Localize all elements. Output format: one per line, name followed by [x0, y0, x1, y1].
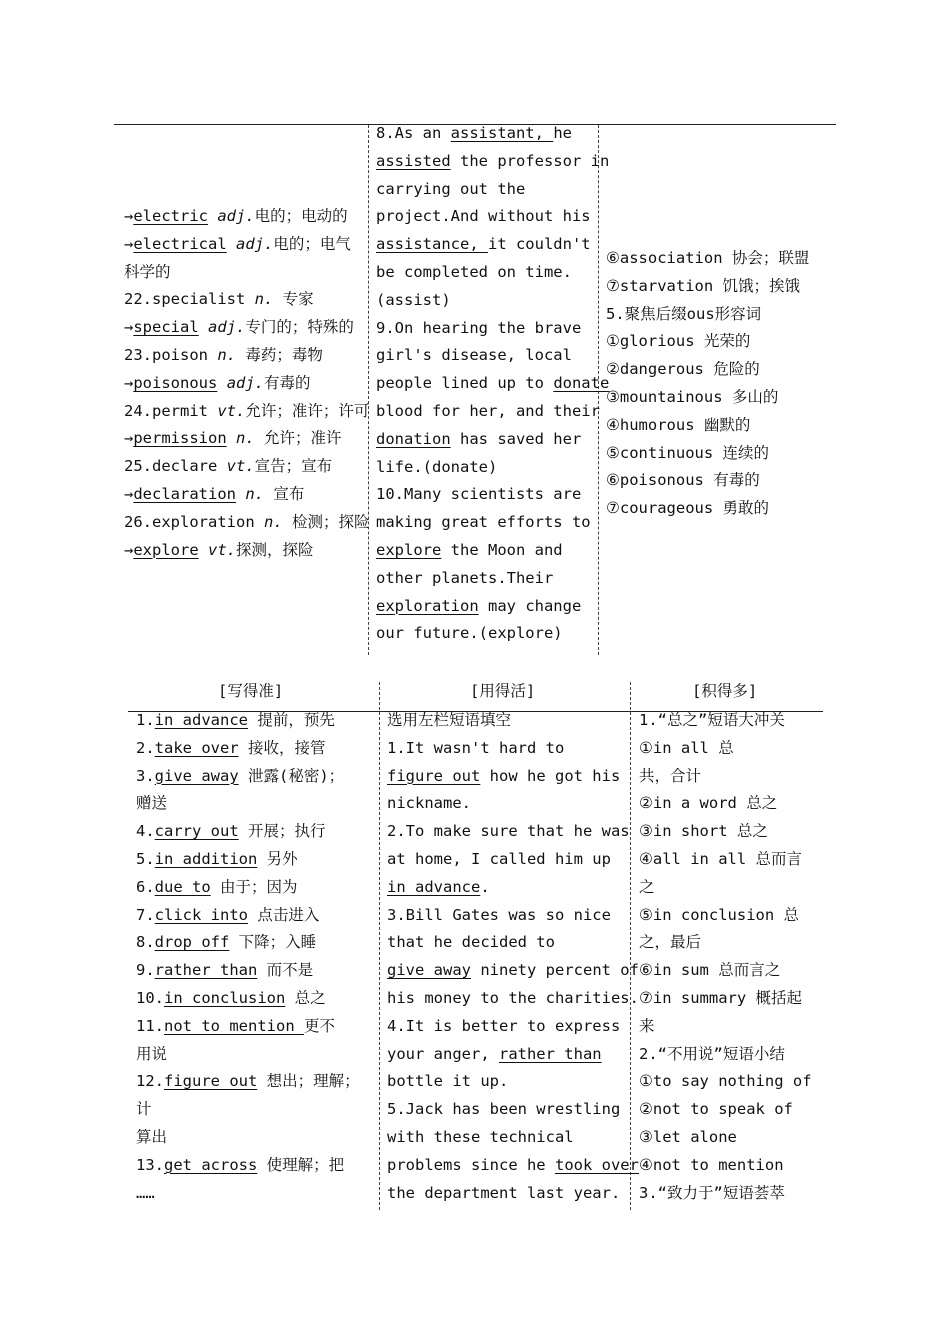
text-line	[606, 495, 769, 523]
answer-blank: give away	[387, 961, 471, 980]
text-segment: 2.To make sure that he was	[387, 822, 630, 841]
text-line	[124, 342, 323, 370]
text-line	[124, 398, 369, 426]
text-segment: 12.	[136, 1072, 164, 1091]
text-line	[606, 273, 800, 301]
text-line	[136, 1124, 167, 1152]
text-line	[387, 1041, 602, 1069]
text-segment: 共，合计	[639, 766, 702, 785]
text-segment: 赠送	[136, 794, 168, 813]
text-line	[124, 425, 342, 453]
text-line	[136, 707, 335, 735]
text-segment: bottle it up.	[387, 1072, 509, 1091]
answer-blank: figure out	[387, 766, 481, 785]
text-segment: 另外	[257, 850, 298, 868]
answer-blank: in addition	[154, 850, 258, 868]
text-segment: 9.	[136, 961, 155, 980]
text-segment: 允许；准许	[254, 429, 342, 448]
text-line	[136, 763, 344, 791]
text-segment: ④all in all 总而言	[639, 850, 803, 868]
text-segment: 23.poison	[124, 346, 218, 364]
text-segment: 2.“不用说”短语小结	[639, 1044, 785, 1063]
answer-blank: due to	[154, 877, 211, 896]
text-segment: it couldn't	[487, 235, 591, 254]
text-segment: 更不	[303, 1016, 335, 1035]
text-segment: 总之	[285, 989, 326, 1007]
text-segment: people lined up to	[376, 374, 554, 393]
text-line	[124, 231, 351, 259]
text-segment: 10.	[136, 989, 164, 1007]
part-of-speech: vt.	[226, 457, 255, 476]
answer-blank: give away	[154, 766, 239, 785]
text-line	[387, 1013, 620, 1041]
text-segment: 5.Jack has been wrestling	[387, 1100, 621, 1119]
text-segment: ①glorious 光荣的	[606, 332, 751, 351]
text-segment: →	[124, 540, 134, 559]
text-segment: 而不是	[257, 961, 314, 980]
text-segment: ⑤continuous 连续的	[606, 443, 770, 462]
text-segment: 计	[136, 1100, 152, 1119]
upper-divider-1	[368, 125, 369, 655]
text-segment: ③let alone	[639, 1128, 737, 1146]
text-line	[124, 509, 370, 537]
text-segment: ⑦courageous 勇敢的	[606, 499, 770, 518]
answer-blank: take over	[154, 738, 239, 757]
text-segment: 有毒的	[264, 373, 311, 392]
text-segment	[208, 207, 217, 225]
part-of-speech: vt.	[208, 540, 237, 559]
text-segment: 1.“总之”短语大冲关	[639, 711, 785, 729]
text-segment: 4.	[136, 822, 155, 841]
answer-blank: not to mention	[164, 1016, 304, 1035]
answer-blank: click into	[154, 905, 248, 924]
text-segment: may change	[478, 596, 582, 615]
text-segment: 2.	[136, 738, 155, 757]
answer-blank: donate	[553, 374, 610, 393]
text-line	[387, 929, 555, 957]
text-segment: 22.specialist	[124, 290, 255, 309]
text-segment: 8.	[136, 933, 155, 952]
text-segment: ⑦in summary 概括起	[639, 989, 803, 1007]
answer-blank: electrical	[133, 234, 227, 253]
text-line	[136, 985, 326, 1013]
text-line	[136, 902, 319, 930]
text-line	[376, 315, 581, 343]
text-line	[124, 203, 348, 231]
text-segment: 电的；电动的	[254, 207, 348, 225]
text-line	[639, 1068, 812, 1096]
text-segment: with these technical	[387, 1128, 574, 1146]
text-segment: nickname.	[387, 794, 471, 813]
text-segment: the professor in	[450, 151, 610, 170]
text-line	[136, 818, 326, 846]
text-line	[136, 874, 298, 902]
text-segment: (assist)	[376, 290, 451, 309]
part-of-speech: n.	[263, 512, 283, 531]
text-segment: ②not to speak of	[639, 1100, 793, 1119]
text-segment: 泄露(秘密)；	[238, 766, 345, 785]
text-segment: →	[124, 485, 134, 503]
text-line	[387, 1124, 574, 1152]
text-segment: 11.	[136, 1016, 164, 1035]
text-segment: 8.As an	[376, 124, 451, 142]
part-of-speech: n.	[217, 346, 236, 364]
text-segment: 使理解；把	[257, 1155, 345, 1174]
text-line	[639, 985, 802, 1013]
text-segment: 科学的	[124, 262, 171, 281]
text-segment: ②in a word 总之	[639, 794, 778, 813]
part-of-speech: adj.	[208, 318, 246, 337]
text-segment: →	[124, 318, 134, 337]
text-segment: 3.“致力于”短语荟萃	[639, 1183, 785, 1202]
text-line	[639, 763, 701, 791]
answer-blank: special	[133, 318, 199, 337]
text-segment: at home, I called him up	[387, 850, 611, 868]
text-line	[376, 231, 591, 259]
text-segment: problems since he	[387, 1155, 555, 1174]
part-of-speech: n.	[236, 429, 255, 448]
text-line	[639, 957, 780, 985]
text-segment: our future.(explore)	[376, 624, 563, 643]
text-segment: how he got his	[480, 766, 621, 785]
answer-blank: figure out	[164, 1072, 258, 1091]
text-line	[639, 818, 768, 846]
text-line	[136, 929, 316, 957]
text-segment	[199, 318, 208, 336]
text-line	[387, 818, 630, 846]
text-segment: life.(donate)	[376, 457, 498, 476]
text-segment	[199, 541, 208, 559]
header-use-flexibly: [用得活]	[470, 682, 536, 700]
text-line	[387, 790, 471, 818]
text-line	[376, 509, 591, 537]
text-line	[639, 707, 785, 735]
text-line	[136, 1013, 335, 1041]
text-segment: 电的；电气	[273, 234, 351, 253]
text-segment: 下降；入睡	[229, 933, 317, 952]
text-segment: ②dangerous 危险的	[606, 360, 760, 379]
text-line	[387, 707, 511, 735]
text-line	[124, 481, 304, 509]
text-segment: 7.	[136, 905, 155, 924]
text-segment: 26.exploration	[124, 512, 264, 531]
answer-blank: explore	[133, 540, 199, 559]
text-line	[606, 301, 761, 329]
text-line	[387, 1152, 639, 1180]
text-segment: 接收，接管	[238, 738, 326, 757]
text-segment: →	[124, 373, 134, 392]
text-line	[387, 1096, 620, 1124]
text-line	[639, 1124, 737, 1152]
answer-blank: declaration	[133, 485, 236, 503]
text-segment: 探测，探险	[236, 540, 314, 559]
text-segment: ①in all 总	[639, 738, 734, 757]
text-segment: 1.It wasn't hard to	[387, 738, 565, 757]
text-segment: the Moon and	[441, 541, 563, 559]
header-accumulate-more: [积得多]	[692, 682, 758, 700]
part-of-speech: n.	[245, 485, 265, 503]
text-line	[639, 902, 799, 930]
text-segment: 1.	[136, 711, 155, 729]
text-segment: 点击进入	[248, 905, 320, 924]
text-line	[376, 370, 609, 398]
lower-divider-1	[379, 682, 380, 1210]
answer-blank: explore	[376, 541, 442, 559]
text-segment: ⑤in conclusion 总	[639, 905, 800, 924]
text-segment: ④humorous 幽默的	[606, 415, 751, 434]
text-line	[376, 203, 591, 231]
text-line	[136, 1096, 152, 1124]
text-segment: .	[480, 877, 490, 896]
text-line	[639, 790, 777, 818]
answer-blank: carry out	[154, 822, 239, 841]
text-segment: 来	[639, 1016, 655, 1035]
text-segment: ⑥poisonous 有毒的	[606, 471, 760, 490]
answer-blank: assistant,	[450, 124, 554, 142]
text-line	[124, 453, 332, 481]
text-segment: ⑥association 协会；联盟	[606, 249, 810, 267]
text-segment: 5.聚焦后缀ous形容词	[606, 304, 762, 323]
text-line	[387, 902, 611, 930]
text-segment: ninety percent of	[471, 961, 639, 980]
lower-divider-2	[630, 682, 631, 1210]
text-segment: 允许；准许；许可	[245, 401, 370, 420]
text-line	[376, 537, 563, 565]
text-line	[376, 287, 451, 315]
text-segment: girl's disease, local	[376, 346, 572, 365]
text-line	[376, 565, 553, 593]
text-line	[136, 735, 326, 763]
text-line	[376, 120, 572, 148]
text-line	[124, 370, 311, 398]
text-segment: has saved her	[450, 429, 582, 448]
text-segment: carrying out the	[376, 179, 526, 198]
text-segment: 4.It is better to express	[387, 1016, 621, 1035]
text-segment: 6.	[136, 877, 155, 896]
text-line	[376, 620, 563, 648]
text-line	[376, 259, 572, 287]
text-line	[606, 356, 760, 384]
text-segment: 专门的；特殊的	[245, 318, 354, 337]
text-line	[376, 481, 581, 509]
text-segment: the department last year.	[387, 1183, 621, 1202]
text-segment: →	[124, 429, 134, 448]
text-segment	[236, 485, 245, 503]
text-line	[376, 148, 609, 176]
answer-blank: permission	[133, 429, 227, 448]
text-segment: 用说	[136, 1044, 168, 1063]
text-line	[376, 426, 581, 454]
text-segment: 宣布	[264, 485, 305, 503]
text-segment	[227, 235, 236, 253]
text-segment: ③in short 总之	[639, 822, 768, 841]
answer-blank: donation	[376, 429, 451, 448]
text-segment: 9.On hearing the brave	[376, 318, 582, 337]
text-segment: →	[124, 207, 134, 225]
text-segment: project.And without his	[376, 207, 591, 226]
text-segment: your anger,	[387, 1044, 499, 1063]
text-segment: ……	[136, 1183, 155, 1202]
text-segment: ⑥in sum 总而言之	[639, 961, 781, 980]
answer-blank: electric	[133, 207, 208, 225]
text-segment: 3.	[136, 766, 155, 785]
text-line	[606, 440, 769, 468]
text-line	[376, 342, 572, 370]
text-line	[606, 412, 750, 440]
header-write-accurately: [写得准]	[218, 682, 284, 700]
text-line	[639, 1180, 785, 1208]
text-line	[606, 467, 760, 495]
text-line	[387, 985, 639, 1013]
answer-blank: assistance,	[376, 235, 488, 254]
text-line	[606, 328, 750, 356]
text-line	[387, 846, 611, 874]
text-line	[606, 245, 809, 273]
text-segment: 想出；理解；	[257, 1072, 360, 1091]
text-segment: 3.Bill Gates was so nice	[387, 905, 611, 924]
text-line	[136, 957, 313, 985]
text-segment: ③mountainous 多山的	[606, 388, 779, 406]
text-line	[136, 790, 167, 818]
text-segment: 毒药；毒物	[236, 346, 323, 364]
text-line	[387, 957, 639, 985]
text-line	[124, 537, 314, 565]
text-segment: 之，最后	[639, 933, 702, 952]
text-segment	[227, 429, 236, 447]
text-segment: his money to the charities.	[387, 989, 639, 1007]
text-segment: 算出	[136, 1128, 168, 1146]
text-line	[639, 929, 701, 957]
part-of-speech: adj.	[226, 373, 265, 392]
text-segment	[217, 374, 226, 392]
text-segment: 5.	[136, 850, 155, 868]
text-line	[387, 735, 564, 763]
text-line	[376, 593, 581, 621]
text-line	[124, 286, 314, 314]
part-of-speech: n.	[254, 290, 274, 309]
text-segment: be completed on time.	[376, 263, 572, 281]
text-segment: 由于；因为	[210, 877, 298, 896]
answer-blank: in advance	[154, 711, 248, 729]
answer-blank: drop off	[154, 933, 230, 952]
text-line	[136, 1180, 155, 1208]
text-line	[136, 1068, 360, 1096]
text-line	[136, 1041, 167, 1069]
text-line	[639, 735, 734, 763]
answer-blank: rather than	[154, 961, 258, 980]
answer-blank: in advance	[387, 877, 481, 896]
text-line	[136, 846, 298, 874]
text-segment: 选用左栏短语填空	[387, 711, 512, 729]
part-of-speech: vt.	[217, 401, 246, 420]
text-line	[376, 176, 525, 204]
text-line	[639, 1041, 785, 1069]
text-segment: making great efforts to	[376, 513, 591, 532]
text-line	[387, 1068, 508, 1096]
answer-blank: assisted	[376, 151, 451, 170]
text-segment: 13.	[136, 1155, 164, 1174]
text-line	[639, 1096, 793, 1124]
text-segment: 开展；执行	[238, 822, 326, 841]
text-segment: ④not to mention	[639, 1155, 784, 1174]
text-segment: blood for her, and their	[376, 402, 600, 420]
text-line	[606, 384, 778, 412]
text-line	[387, 763, 620, 791]
text-segment: ①to say nothing of	[639, 1072, 812, 1091]
part-of-speech: adj.	[236, 234, 274, 253]
text-segment: 专家	[273, 290, 314, 309]
answer-blank: took over	[554, 1155, 639, 1174]
answer-blank: poisonous	[133, 373, 218, 392]
text-line	[639, 1152, 784, 1180]
text-line	[639, 846, 802, 874]
text-segment: 提前，预先	[248, 711, 335, 729]
text-segment: 宣告；宣布	[254, 457, 333, 476]
text-line	[136, 1152, 344, 1180]
answer-blank: rather than	[498, 1044, 602, 1063]
text-segment: ⑦starvation 饥饿；挨饿	[606, 276, 801, 295]
text-line	[124, 314, 354, 342]
text-segment: 10.Many scientists are	[376, 485, 582, 504]
text-line	[387, 1180, 620, 1208]
answer-blank: in conclusion	[164, 989, 286, 1007]
text-segment: 24.permit	[124, 401, 218, 420]
answer-blank: exploration	[376, 596, 479, 615]
text-line	[376, 454, 497, 482]
text-line	[387, 874, 490, 902]
text-segment: that he decided to	[387, 933, 555, 952]
text-segment: 之	[639, 877, 655, 896]
text-line	[124, 259, 171, 287]
text-segment: other planets.Their	[376, 568, 554, 587]
text-line	[376, 398, 600, 426]
text-segment: →	[124, 234, 134, 253]
text-segment: 检测；探险	[282, 512, 370, 531]
part-of-speech: adj.	[217, 207, 255, 225]
text-segment: he	[553, 124, 572, 142]
text-line	[639, 874, 655, 902]
answer-blank: get across	[164, 1155, 258, 1174]
text-line	[639, 1013, 655, 1041]
text-segment: 25.declare	[124, 457, 227, 476]
